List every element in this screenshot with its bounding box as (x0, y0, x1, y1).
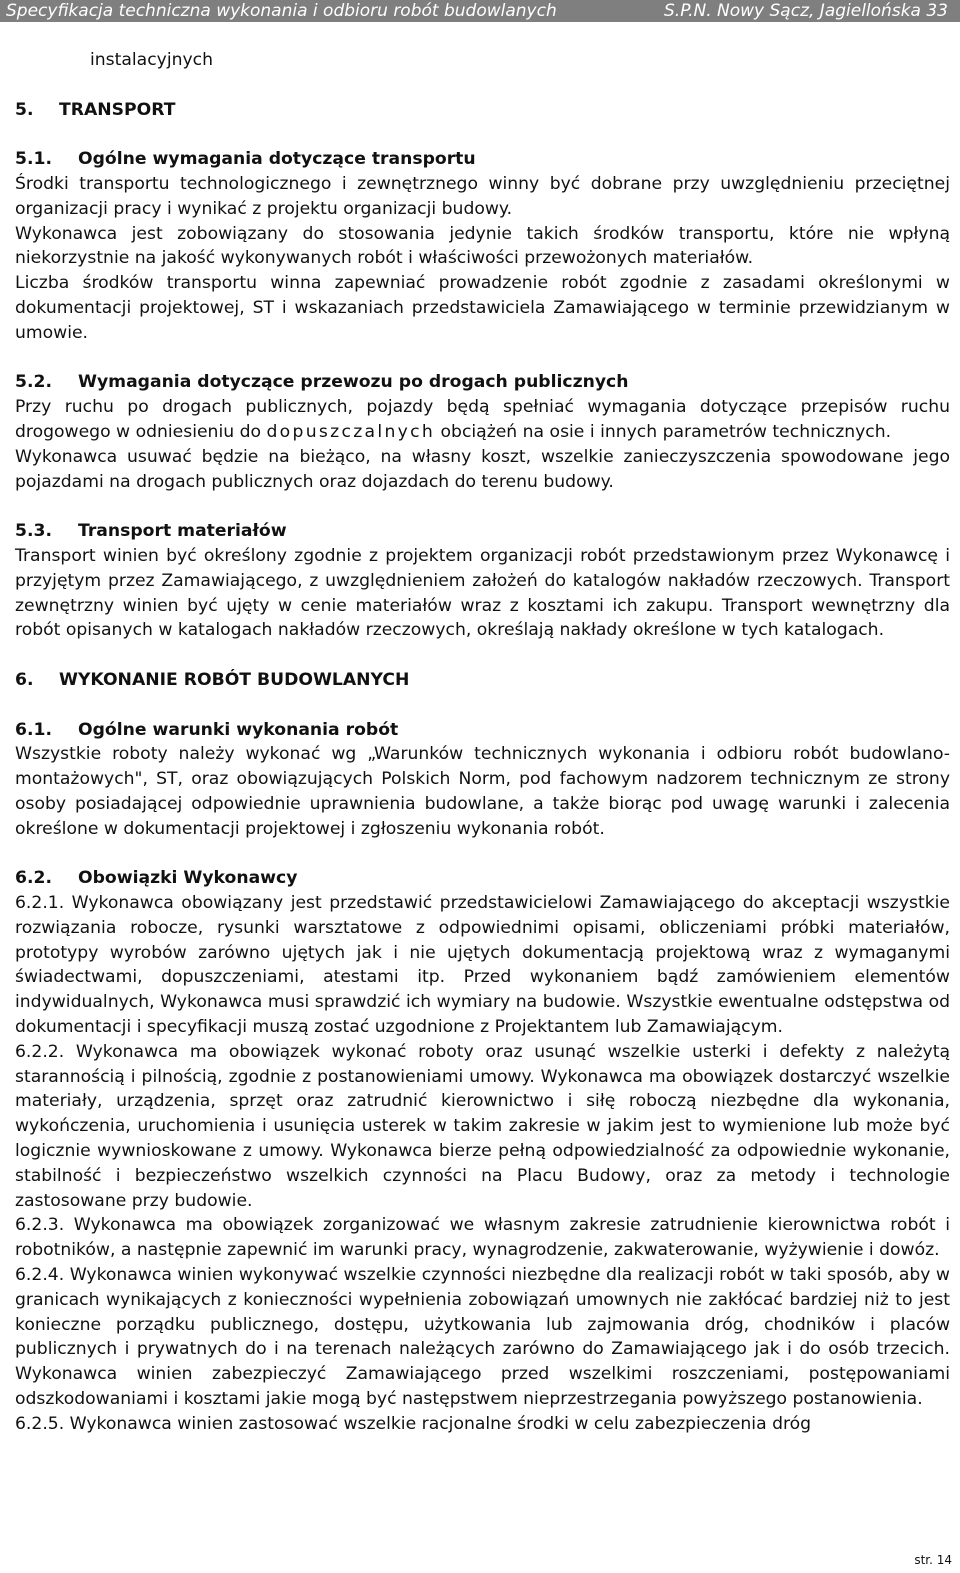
section-number: 5. (15, 99, 34, 120)
paragraph: 6.2.3. Wykonawca ma obowiązek zorganizować we własnym zakresie zatrudnienie kierownictwa robót i robotników, a następnie zapewnić im warunki pracy, wynagrodzenie, zakwaterowanie, wyżywienie i dowóz. (15, 1215, 950, 1261)
section-5-heading (15, 98, 950, 123)
section-number: 5.1. (15, 149, 52, 170)
paragraph: 6.2.5. Wykonawca winien zastosować wszelkie racjonalne środki w celu zabezpieczenia dróg (15, 1413, 812, 1434)
paragraph (15, 395, 950, 445)
text-run: obciążeń na osie i innych parametrów technicznych. (435, 421, 892, 442)
header-location: S.P.N. Nowy Sącz, Jagiellońska 33 (664, 1, 948, 21)
section-title: Obowiązki Wykonawcy (78, 868, 298, 889)
section-number: 6. (15, 669, 34, 690)
section-5-1-heading (15, 147, 950, 172)
paragraph: 6.2.4. Wykonawca winien wykonywać wszelkie czynności niezbędne dla realizacji robót w taki sposób, aby w granicach wynikających z konieczności wypełnienia zobowiązań umownych nie zakłócać bardziej niż to jest konieczne porządku publicznego, dostępu, użytkowania lub zajmowania dróg, chodników i placów publicznych i prywatnych do i na terenach należących zarówno do Zamawiającego jak i do osób trzecich. Wykonawca winien zabezpieczyć Zamawiającego przed wszelkimi roszczeniami, postępowaniami odszkodowaniami i kosztami jakie mogą być następstwem nieprzestrzegania powyższego postanowienia. (15, 1265, 950, 1410)
section-number: 5.3. (15, 521, 52, 542)
paragraph: Wykonawca usuwać będzie na bieżąco, na własny koszt, wszelkie zanieczyszczenia spowodowane jego pojazdami na drogach publicznych oraz dojazdach do terenu budowy. (15, 446, 950, 492)
paragraph: Środki transportu technologicznego i zewnętrznego winny być dobrane przy uwzględnieniu przeciętnej organizacji pracy i wynikać z projektu organizacji budowy. (15, 173, 950, 219)
section-6-heading (15, 668, 950, 693)
section-title: WYKONANIE ROBÓT BUDOWLANYCH (59, 669, 410, 690)
paragraph: 6.2.1. Wykonawca obowiązany jest przedstawić przedstawicielowi Zamawiającego do akceptacji wszystkie rozwiązania robocze, rysunki warsztatowe z odpowiednimi opisami, obliczeniami próbki materiałów, prototypy wyrobów zarówno ujętych jak i nie ujętych dokumentacją projektową wraz z wymaganymi świadectwami, dopuszczeniami, atestami itp. Przed wykonaniem bądź zamówieniem elementów indywidualnych, Wykonawca musi sprawdzić ich wymiary na budowie. Wszystkie ewentualne odstępstwa od dokumentacji i specyfikacji muszą zostać uzgodnione z Projektantem lub Zamawiającym. (15, 893, 950, 1038)
section-title: Ogólne wymagania dotyczące transportu (78, 149, 476, 170)
section-5-3-heading (15, 519, 950, 544)
page-number: str. 14 (914, 1553, 952, 1567)
continued-fragment: instalacyjnych (90, 50, 214, 70)
section-number: 6.2. (15, 868, 52, 889)
paragraph: Wszystkie roboty należy wykonać wg „Warunków technicznych wykonania i odbioru robót budowlano-montażowych", ST, oraz obowiązujących Polskich Norm, pod fachowym nadzorem technicznym ze strony osoby posiadającej odpowiednie uprawnienia budowlane, a także biorąc pod uwagę warunki i zalecenia określone w dokumentacji projektowej i zgłoszeniu wykonania robót. (15, 744, 950, 839)
paragraph: 6.2.2. Wykonawca ma obowiązek wykonać roboty oraz usunąć wszelkie usterki i defekty z należytą starannością i pilnością, zgodnie z postanowieniami umowy. Wykonawca ma obowiązek dostarczyć wszelkie materiały, urządzenia, sprzęt oraz zatrudnić kierownictwo i siłę roboczą niezbędne dla wykonania, wykończenia, uruchomienia i usunięcia usterek w takim zakresie w jakim jest to wymienione lub może być logicznie wywnioskowane z umowy. Wykonawca bierze pełną odpowiedzialność za odpowiednie wykonanie, stabilność i bezpieczeństwo wszelkich czynności na Placu Budowy, oraz za metody i technologie zastosowane przy budowie. (15, 1041, 950, 1211)
document-body (15, 48, 950, 1437)
section-number: 5.2. (15, 372, 52, 393)
paragraph: Liczba środków transportu winna zapewniać prowadzenie robót zgodnie z zasadami określonymi w dokumentacji projektowej, ST i wskazaniach przedstawiciela Zamawiającego w terminie przewidzianym w umowie. (15, 273, 950, 343)
section-title: Ogólne warunki wykonania robót (78, 719, 399, 740)
section-title: Transport materiałów (78, 521, 287, 542)
section-6-2-heading (15, 866, 950, 891)
section-title: TRANSPORT (59, 99, 176, 120)
section-number: 6.1. (15, 719, 52, 740)
paragraph: Wykonawca jest zobowiązany do stosowania jedynie takich środków transportu, które nie wpłyną niekorzystnie na jakość wykonywanych robót i właściwości przewożonych materiałów. (15, 223, 950, 269)
header-document-title: Specyfikacja techniczna wykonania i odbioru robót budowlanych (6, 1, 557, 21)
spaced-word: dopuszczalnych (266, 421, 436, 442)
paragraph: Transport winien być określony zgodnie z projektem organizacji robót przedstawionym przez Wykonawcę i przyjętym przez Zamawiającego, z uwzględnieniem założeń do katalogów nakładów rzeczowych. Transport zewnętrzny winien być ujęty w cenie materiałów wraz z kosztami ich zakupu. Transport wewnętrzny dla robót opisanych w katalogach nakładów rzeczowych, określają nakłady określone w tych katalogach. (15, 545, 950, 641)
section-6-1-heading (15, 718, 950, 743)
section-5-2-heading (15, 370, 950, 395)
section-title: Wymagania dotyczące przewozu po drogach publicznych (78, 372, 629, 393)
page-header (0, 0, 960, 22)
text-run: Przy ruchu po drogach publicznych, pojazdy będą spełniać wymagania dotyczące przepisów ruchu drogowego w odniesieniu do (15, 397, 950, 442)
